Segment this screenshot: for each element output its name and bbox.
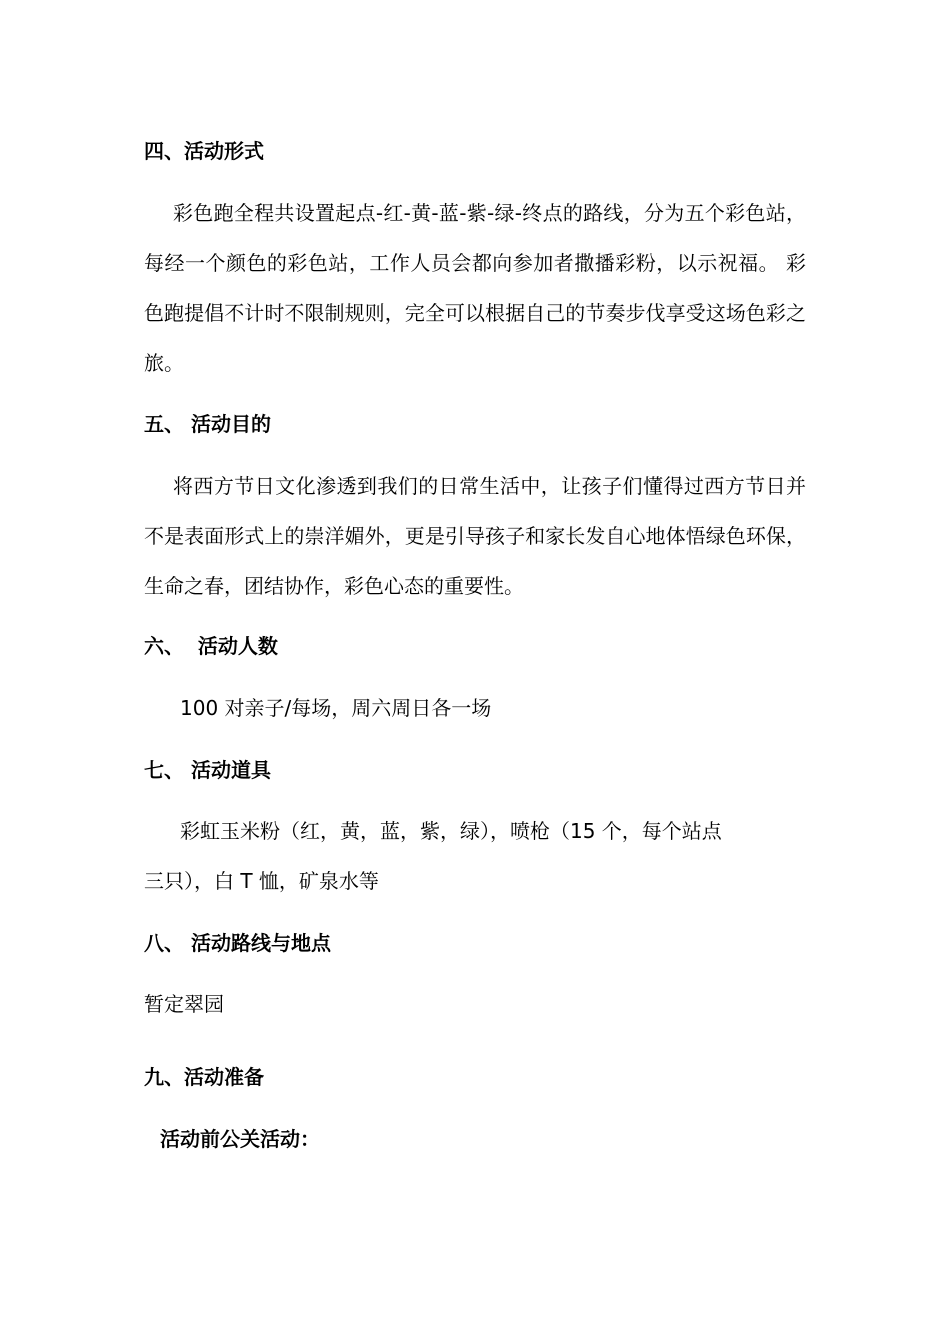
section-4-heading: 四、活动形式	[144, 139, 264, 163]
section-6-body: 100 对亲子/每场，周六周日各一场	[180, 696, 492, 720]
section-7-body-line-2: 三只），白 T 恤，矿泉水等	[144, 869, 379, 893]
section-7-body-line-1: 彩虹玉米粉（红，黄，蓝，紫，绿），喷枪（15 个，每个站点	[180, 819, 722, 843]
section-5-body: 将西方节日文化渗透到我们的日常生活中，让孩子们懂得过西方节日并不是表面形式上的崇洋媚外，更是引导孩子和家长发自心地体悟绿色环保，生命之春，团结协作，彩色心态的重要性。	[144, 474, 806, 598]
section-9-heading: 九、活动准备	[144, 1065, 264, 1089]
section-4-body: 彩色跑全程共设置起点-红-黄-蓝-紫-绿-终点的路线，分为五个彩色站，每经一个颜色的彩色站，工作人员会都向参加者撒播彩粉，以示祝福。 彩色跑提倡不计时不限制规则，完全可以根据自己的节奏步伐享受这场色彩之旅。	[144, 201, 806, 375]
section-9-subheading: 活动前公关活动：	[160, 1127, 320, 1151]
section-8-heading: 八、 活动路线与地点	[144, 931, 331, 955]
section-5-heading: 五、 活动目的	[144, 412, 271, 436]
section-6-heading: 六、 活动人数	[144, 634, 278, 658]
section-7-heading: 七、 活动道具	[144, 758, 271, 782]
section-8-body: 暂定翠园	[144, 992, 224, 1016]
